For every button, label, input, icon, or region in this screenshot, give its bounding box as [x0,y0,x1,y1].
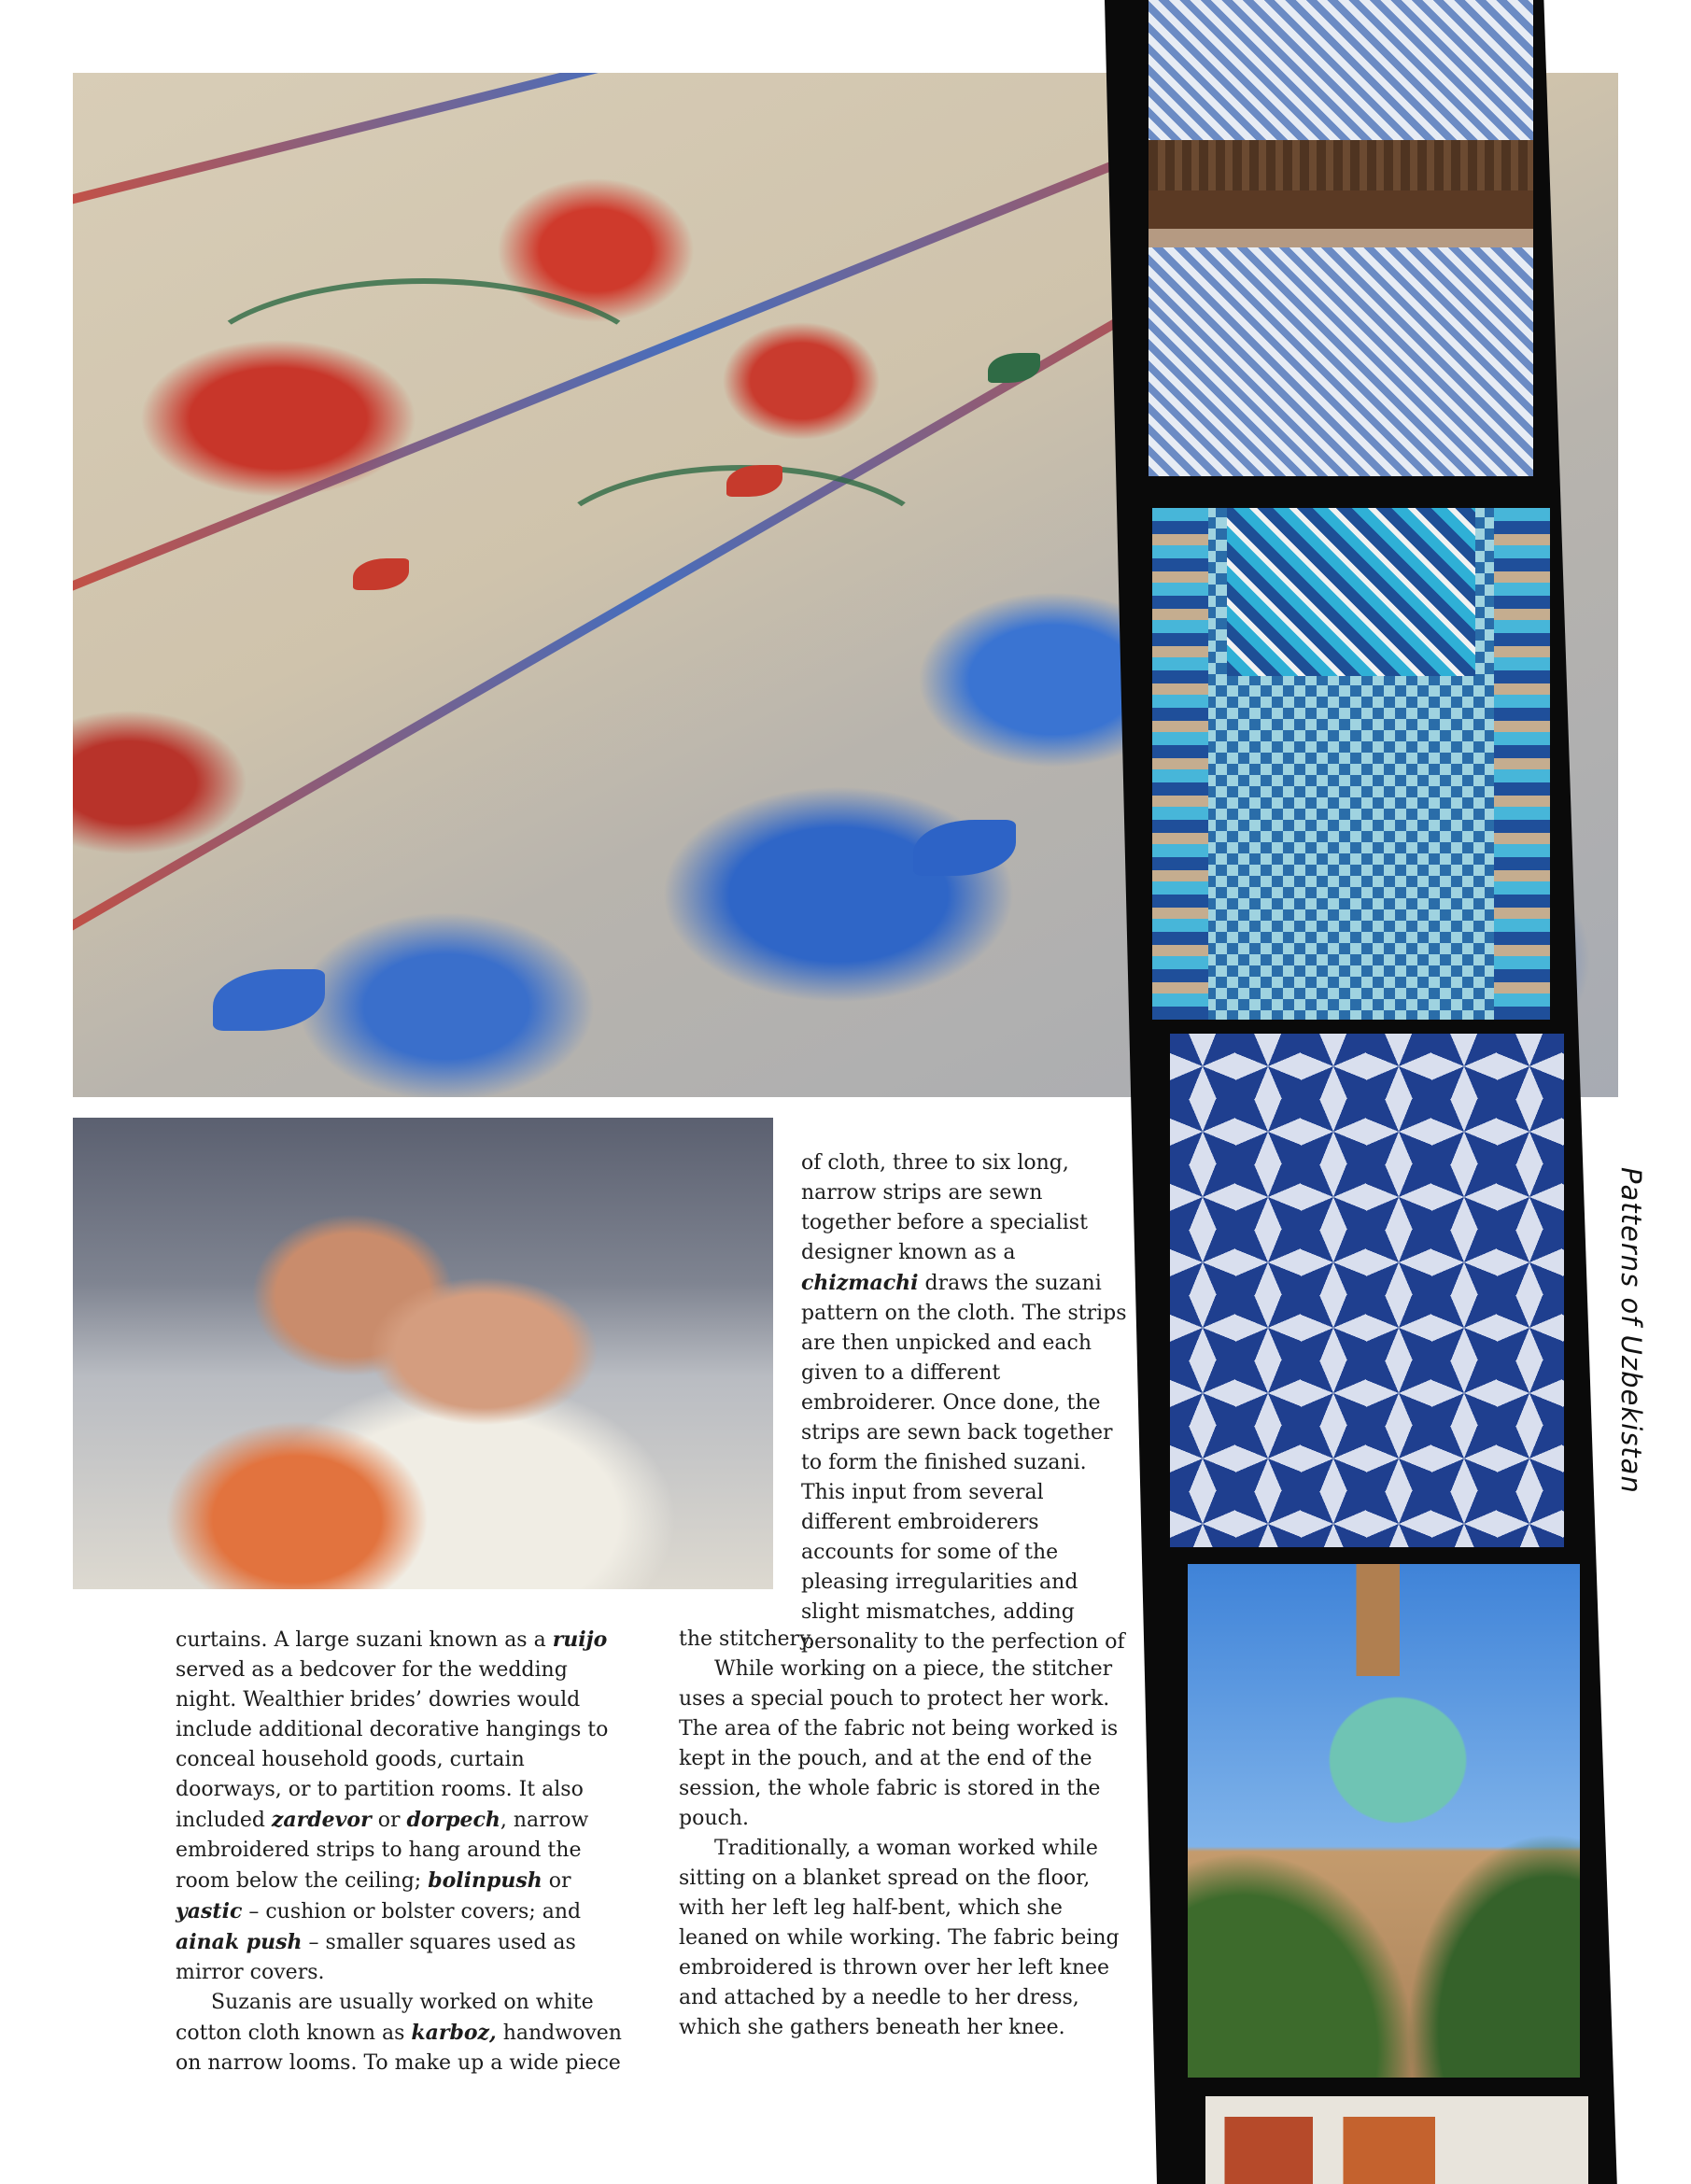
text-column-left [176,1625,633,2078]
paragraph: of cloth, three to six long, narrow strips are sewn together before a specialist designer known as a chizmachi draws the suzani pattern on the cloth. The strips are then unpicked and each given to a different embroiderer. Once done, the strips are sewn back together to form the finished suzani. This input from several different embroiderers accounts for some of the pleasing irregularities and slight mismatches, adding personality to the perfection of [801,1151,1127,1654]
geometric-tile-pattern-photo [1170,1034,1564,1547]
paragraph: While working on a piece, the stitcher uses a special pouch to protect her work. The area of the fabric not being worked is kept in the pouch, and at the end of the session, the whole fabric is stored in the pouch. [679,1657,1119,1830]
text-column-right-top [801,1148,1128,1657]
term-chizmachi: chizmachi [801,1271,919,1295]
turquoise-dome-photo [1188,1564,1580,2078]
madrasa-balcony-photo [1148,0,1533,476]
term-yastic: yastic [176,1899,243,1923]
term-ainak-push: ainak push [176,1930,303,1954]
paragraph: curtains. A large suzani known as a ruijo served as a bedcover for the wedding night. Wealthier brides’ dowries would include additional decorative hangings to conceal household goods, curtain doorways, or to partition rooms. It also included zardevor or dorpech, narrow embroidered strips to hang around the room below the ceiling; bolinpush or yastic – cushion or bolster covers; and ainak push – smaller squares used as mirror covers. [176,1627,609,1984]
term-karboz: karboz, [411,2021,497,2045]
embroiderer-hands-photo [73,1118,773,1589]
term-dorpech: dorpech [406,1808,500,1832]
text-column-right [679,1625,1136,2043]
blue-tilework-photo [1152,508,1550,1020]
textile-display-photo [1205,2096,1588,2184]
section-caption [1615,1167,1647,1494]
paragraph: Traditionally, a woman worked while sitting on a blanket spread on the floor, with her left leg half-bent, which she leaned on while working. The fabric being embroidered is thrown over her left knee and attached by a needle to her dress, which she gathers beneath her knee. [679,1837,1120,2039]
paragraph: the stitchery. [679,1627,815,1651]
term-bolinpush: bolinpush [428,1868,543,1893]
term-zardevor: zardevor [271,1808,372,1832]
term-ruijo: ruijo [552,1627,608,1652]
paragraph: Suzanis are usually worked on white cotton cloth known as karboz, handwoven on narrow looms. To make up a wide piece [176,1991,622,2075]
section-caption-text: Patterns of Uzbekistan [1615,1167,1647,1494]
